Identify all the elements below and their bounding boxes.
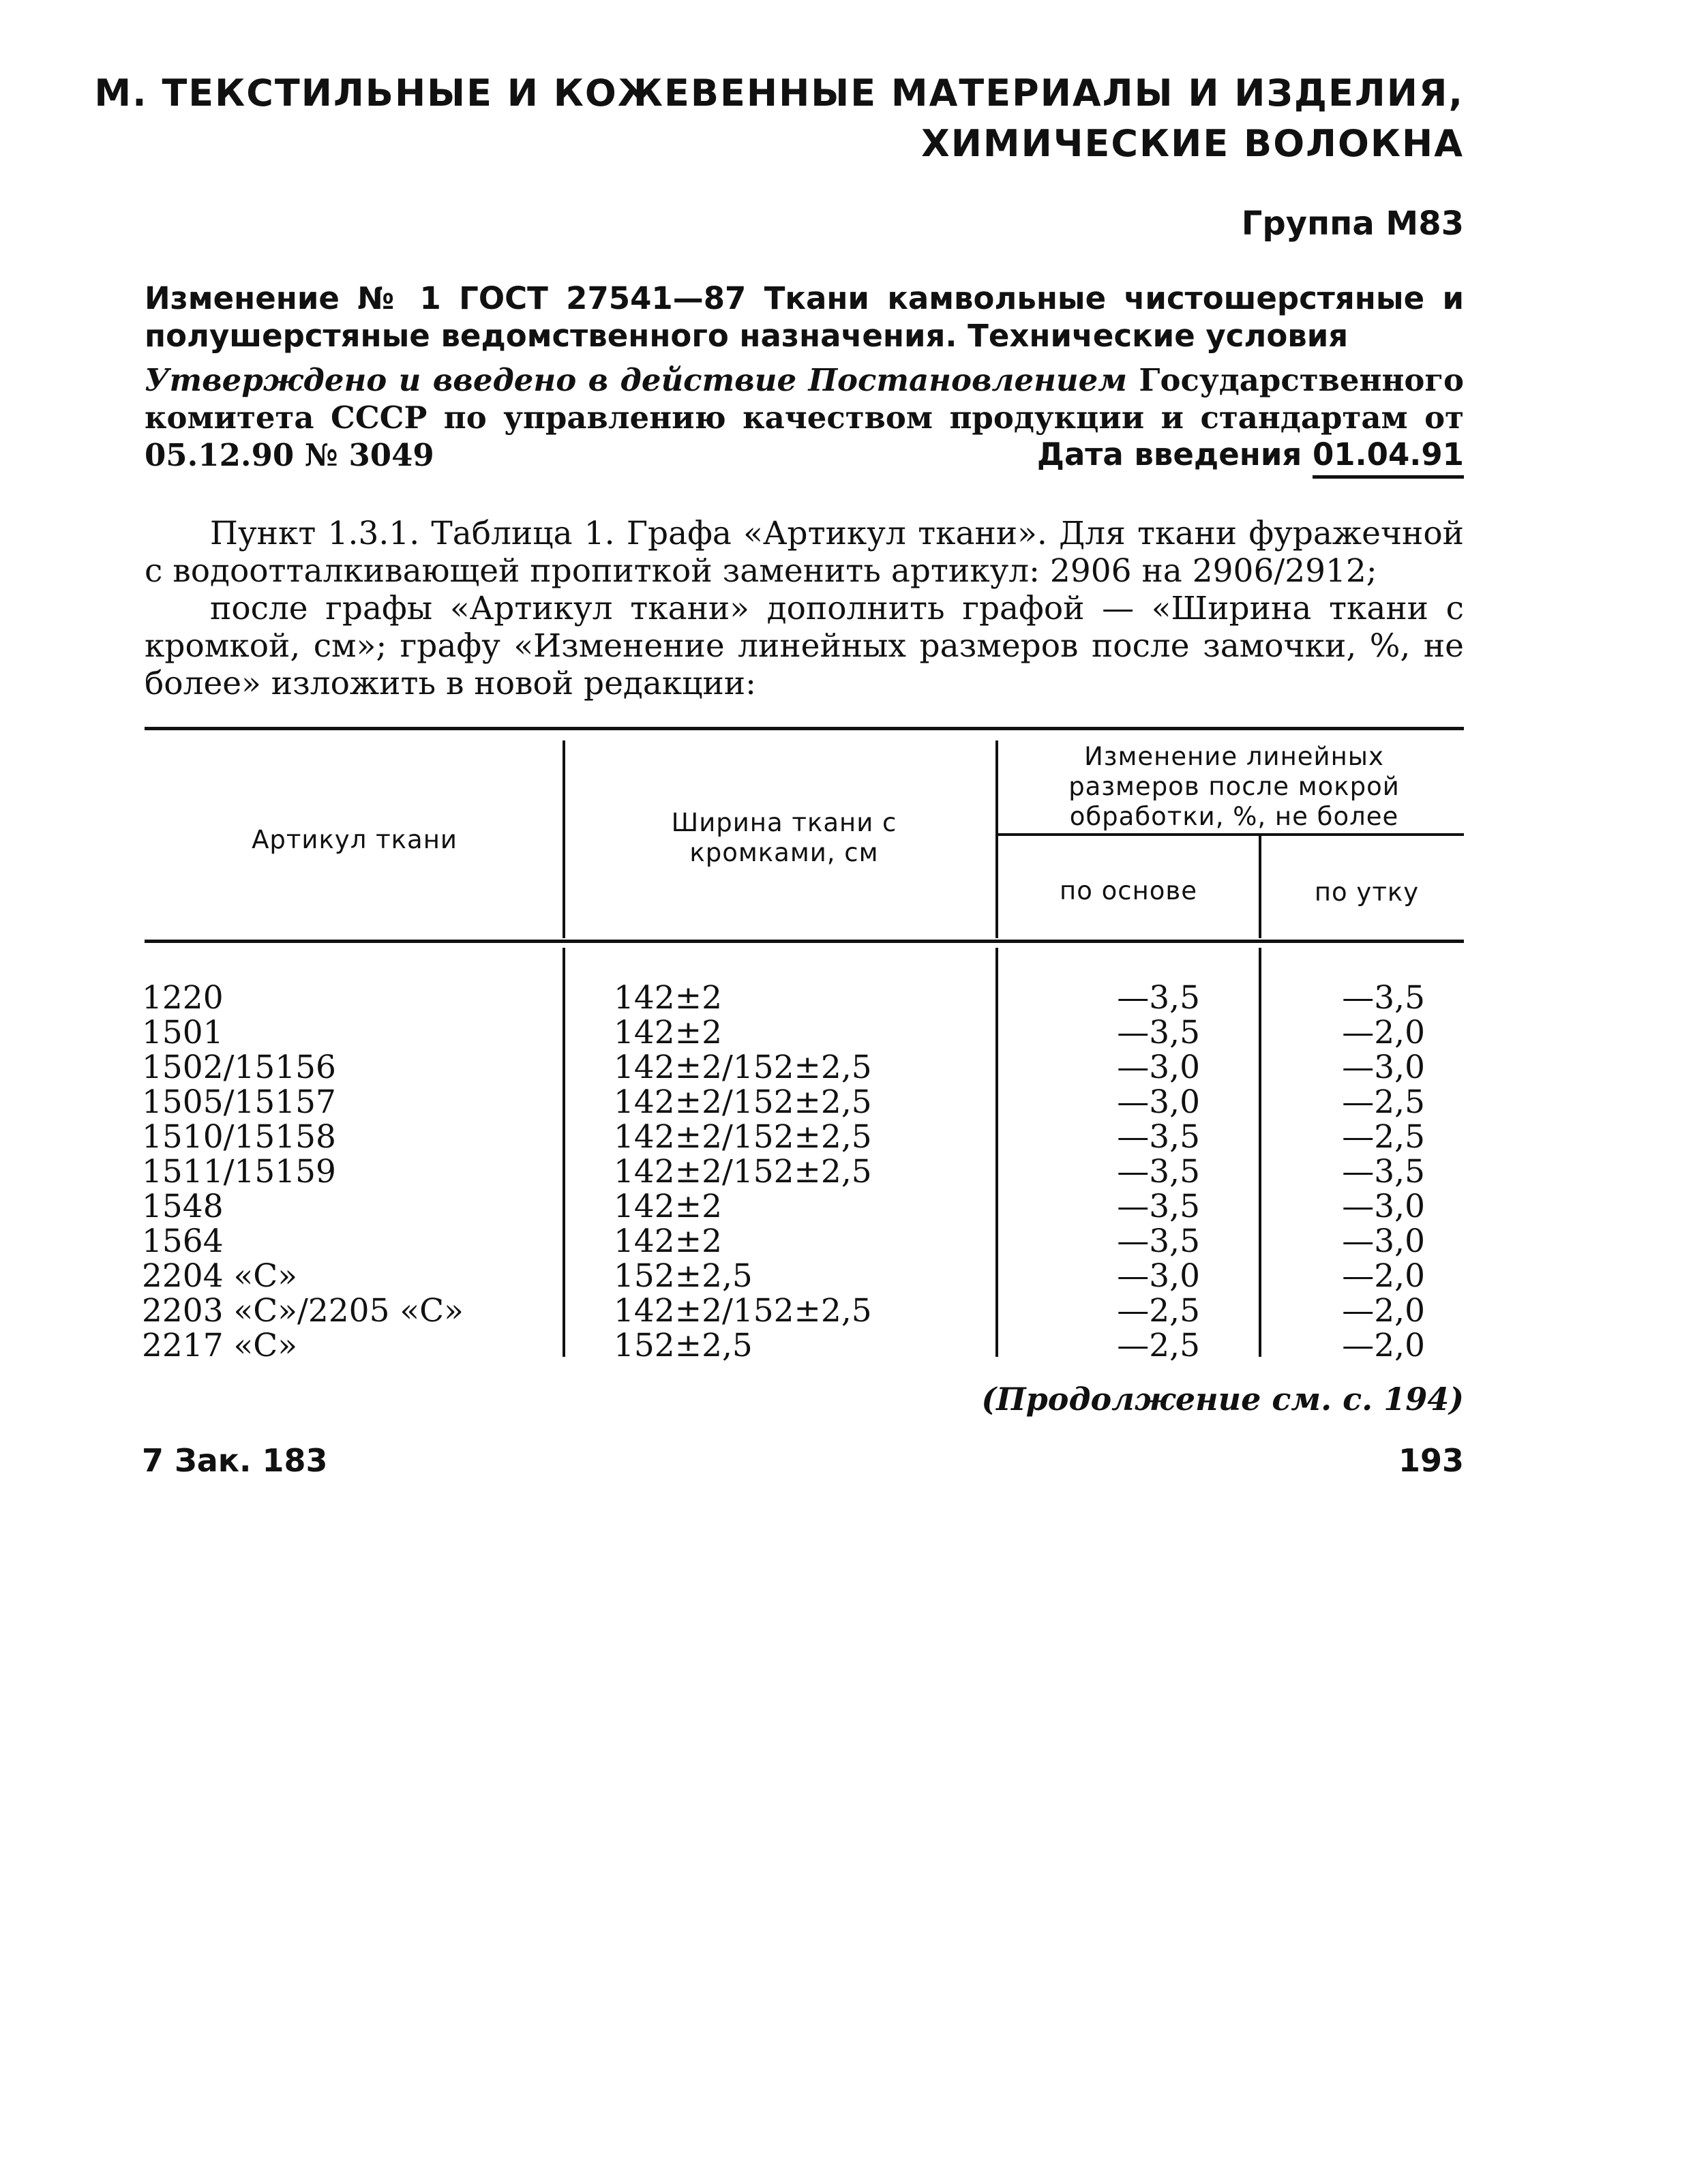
table-subheader-rule (997, 833, 1464, 836)
paragraph-1: Пункт 1.3.1. Таблица 1. Графа «Артикул ткани». Для ткани фуражечной с водоотталкивающей пропиткой заменить артикул: 2906 на 2906/2912; (145, 515, 1464, 590)
section-heading-line-2: ХИМИЧЕСКИЕ ВОЛОКНА (921, 122, 1464, 165)
cell-weft: —2,5 (1342, 1118, 1425, 1156)
cell-article: 1505/15157 (142, 1083, 336, 1121)
cell-weft: —3,5 (1342, 979, 1425, 1017)
cell-warp: —3,5 (1117, 1223, 1200, 1260)
cell-width: 152±2,5 (614, 1327, 753, 1364)
table-top-rule (145, 727, 1464, 730)
cell-warp: —2,5 (1117, 1292, 1200, 1330)
approval-rest: Государственного комитета СССР по управлению качеством продукции и стандартам от 05.12.90 № 3049 (145, 362, 1464, 473)
cell-width: 142±2/152±2,5 (614, 1049, 872, 1086)
cell-width: 142±2/152±2,5 (614, 1083, 872, 1121)
cell-warp: —3,5 (1117, 979, 1200, 1017)
col-header-width: Ширина ткани с кромками, см (671, 808, 897, 867)
cell-article: 1548 (142, 1188, 224, 1225)
cell-article: 1502/15156 (142, 1049, 336, 1086)
intro-date-label: Дата введения (1036, 436, 1313, 473)
cell-warp: —3,5 (1117, 1014, 1200, 1051)
section-heading (94, 68, 1464, 169)
cell-article: 2203 «С»/2205 «С» (142, 1292, 464, 1330)
cell-width: 142±2 (614, 1014, 722, 1051)
cell-article: 1564 (142, 1223, 224, 1260)
amendment-title: Изменение № 1 ГОСТ 27541—87 Ткани камвольные чистошерстяные и полушерстяные ведомственного назначения. Технические условия (145, 280, 1464, 354)
col-header-warp: по основе (1060, 876, 1197, 905)
cell-article: 1510/15158 (142, 1118, 336, 1156)
paragraph-2: после графы «Артикул ткани» дополнить графой — «Ширина ткани с кромкой, см»; графу «Изменение линейных размеров после замочки, %, не более» изложить в новой редакции: (145, 590, 1464, 702)
cell-warp: —3,0 (1117, 1257, 1200, 1295)
cell-width: 142±2 (614, 1223, 722, 1260)
cell-width: 152±2,5 (614, 1257, 753, 1295)
table-vline-1 (563, 740, 565, 938)
cell-warp: —3,0 (1117, 1083, 1200, 1121)
page-number: 193 (1398, 1442, 1464, 1479)
cell-width: 142±2/152±2,5 (614, 1118, 872, 1156)
cell-weft: —3,0 (1342, 1049, 1425, 1086)
intro-date-value: 01.04.91 (1313, 436, 1464, 479)
continuation-note: (Продолжение см. с. 194) (981, 1381, 1464, 1418)
cell-article: 1220 (142, 979, 224, 1017)
cell-width: 142±2 (614, 1188, 722, 1225)
table-header-bottom-rule (145, 940, 1464, 943)
table-vline-body-2 (995, 948, 998, 1357)
footer-order: 7 Зак. 183 (142, 1442, 328, 1479)
cell-warp: —3,5 (1117, 1188, 1200, 1225)
cell-warp: —2,5 (1117, 1327, 1200, 1364)
col-header-change: Изменение линейных размеров после мокрой обработки, %, не более (1068, 742, 1400, 831)
table-vline-body-1 (563, 948, 565, 1357)
cell-article: 1511/15159 (142, 1153, 336, 1190)
cell-width: 142±2/152±2,5 (614, 1153, 872, 1190)
cell-article: 2204 «С» (142, 1257, 298, 1295)
cell-article: 1501 (142, 1014, 224, 1051)
cell-warp: —3,5 (1117, 1153, 1200, 1190)
cell-weft: —3,5 (1342, 1153, 1425, 1190)
cell-warp: —3,0 (1117, 1049, 1200, 1086)
cell-weft: —2,0 (1342, 1014, 1425, 1051)
cell-weft: —2,0 (1342, 1257, 1425, 1295)
col-header-article: Артикул ткани (252, 825, 458, 854)
cell-weft: —3,0 (1342, 1188, 1425, 1225)
cell-weft: —3,0 (1342, 1223, 1425, 1260)
table-vline-2 (995, 740, 998, 938)
group-label: Группа М83 (1241, 205, 1464, 243)
approval-italic: Утверждено и введено в действие Постановлением (145, 362, 1128, 398)
table-vline-body-3 (1259, 948, 1261, 1357)
cell-article: 2217 «С» (142, 1327, 298, 1364)
cell-width: 142±2/152±2,5 (614, 1292, 872, 1330)
cell-width: 142±2 (614, 979, 722, 1017)
cell-weft: —2,0 (1342, 1292, 1425, 1330)
cell-warp: —3,5 (1117, 1118, 1200, 1156)
cell-weft: —2,5 (1342, 1083, 1425, 1121)
body-text (145, 515, 1464, 702)
section-heading-line-1: М. ТЕКСТИЛЬНЫЕ И КОЖЕВЕННЫЕ МАТЕРИАЛЫ И ИЗДЕЛИЯ, (94, 72, 1464, 115)
table-vline-3 (1259, 836, 1261, 938)
col-header-weft: по утку (1314, 878, 1420, 907)
cell-weft: —2,0 (1342, 1327, 1425, 1364)
intro-date (1037, 436, 1464, 473)
